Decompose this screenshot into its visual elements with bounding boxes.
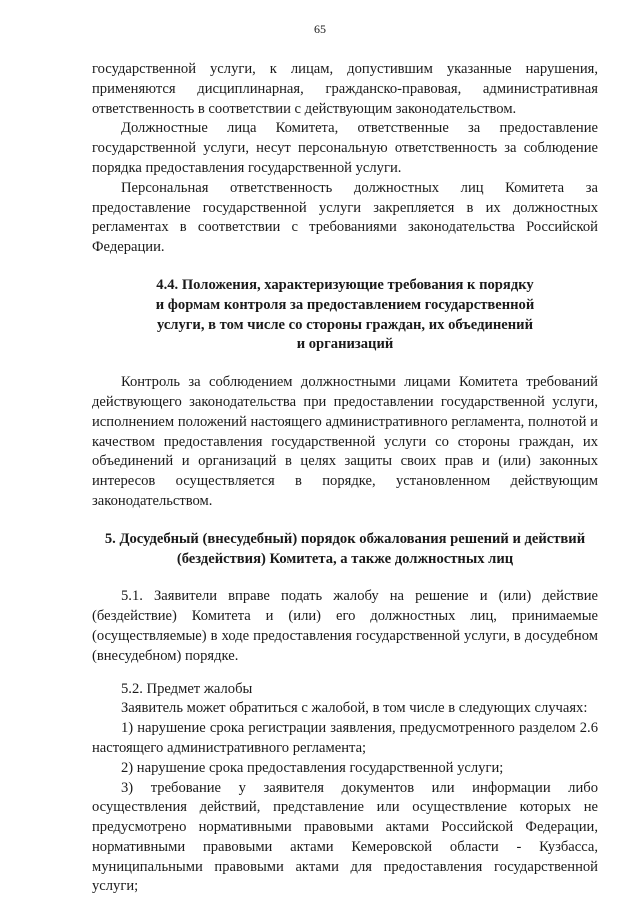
heading-line: 4.4. Положения, характеризующие требования к порядку bbox=[156, 276, 534, 293]
section-heading-5 bbox=[92, 530, 598, 570]
list-item: 1) нарушение срока регистрации заявления, предусмотренного разделом 2.6 настоящего административного регламента; bbox=[92, 720, 598, 756]
heading-line: услуги, в том числе со стороны граждан, их объединений bbox=[156, 316, 533, 333]
heading-line: и формам контроля за предоставлением государственной bbox=[155, 296, 535, 313]
page-number: 65 bbox=[314, 22, 326, 36]
section-heading-4-4 bbox=[92, 276, 598, 355]
heading-line: и организаций bbox=[296, 336, 394, 353]
paragraph: Должностные лица Комитета, ответственные за предоставление государственной услуги, несут персональную ответственность за соблюдение порядка предоставления государственной услуги. bbox=[92, 120, 598, 176]
heading-line: 5. Досудебный (внесудебный) порядок обжалования решений и действий bbox=[104, 530, 586, 547]
paragraph: Персональная ответственность должностных лиц Комитета за предоставление государственной услуги закрепляется в их должностных регламентах в соответствии с требованиями законодательства Российской Федерации. bbox=[92, 179, 598, 256]
paragraph: государственной услуги, к лицам, допустившим указанные нарушения, применяются дисциплинарная, гражданско-правовая, административная ответственность в соответствии с действующим законодательством. bbox=[92, 61, 598, 117]
paragraph: Контроль за соблюдением должностными лицами Комитета требований действующего законодательства при предоставлении государственной услуги, исполнением положений настоящего административного регламента, полнотой и качеством предоставления государственной услуги со стороны граждан, их объединений и организаций в целях защиты своих прав и (или) законных интересов осуществляется в порядке, установленном действующим законодательством. bbox=[92, 374, 598, 509]
paragraph-5-2-title: 5.2. Предмет жалобы bbox=[121, 680, 253, 697]
list-item: 2) нарушение срока предоставления государственной услуги; bbox=[121, 759, 504, 776]
paragraph-5-2-intro: Заявитель может обратиться с жалобой, в том числе в следующих случаях: bbox=[121, 700, 588, 717]
document-body bbox=[92, 60, 598, 897]
heading-line: (бездействия) Комитета, а также должностных лиц bbox=[176, 550, 514, 567]
list-item: 3) требование у заявителя документов или информации либо осуществления действий, представление или осуществление которых не предусмотрено нормативными правовыми актами Российской Федерации, нормативными правовыми актами Кемеровской области - Кузбасса, муниципальными правовыми актами для предоставления государственной услуги; bbox=[92, 779, 598, 895]
paragraph-5-1: 5.1. Заявители вправе подать жалобу на решение и (или) действие (бездействие) Комитета и (или) его должностных лиц, принимаемые (осуществляемые) в ходе предоставления государственной услуги, в досудебном (внесудебном) порядке. bbox=[92, 588, 598, 664]
